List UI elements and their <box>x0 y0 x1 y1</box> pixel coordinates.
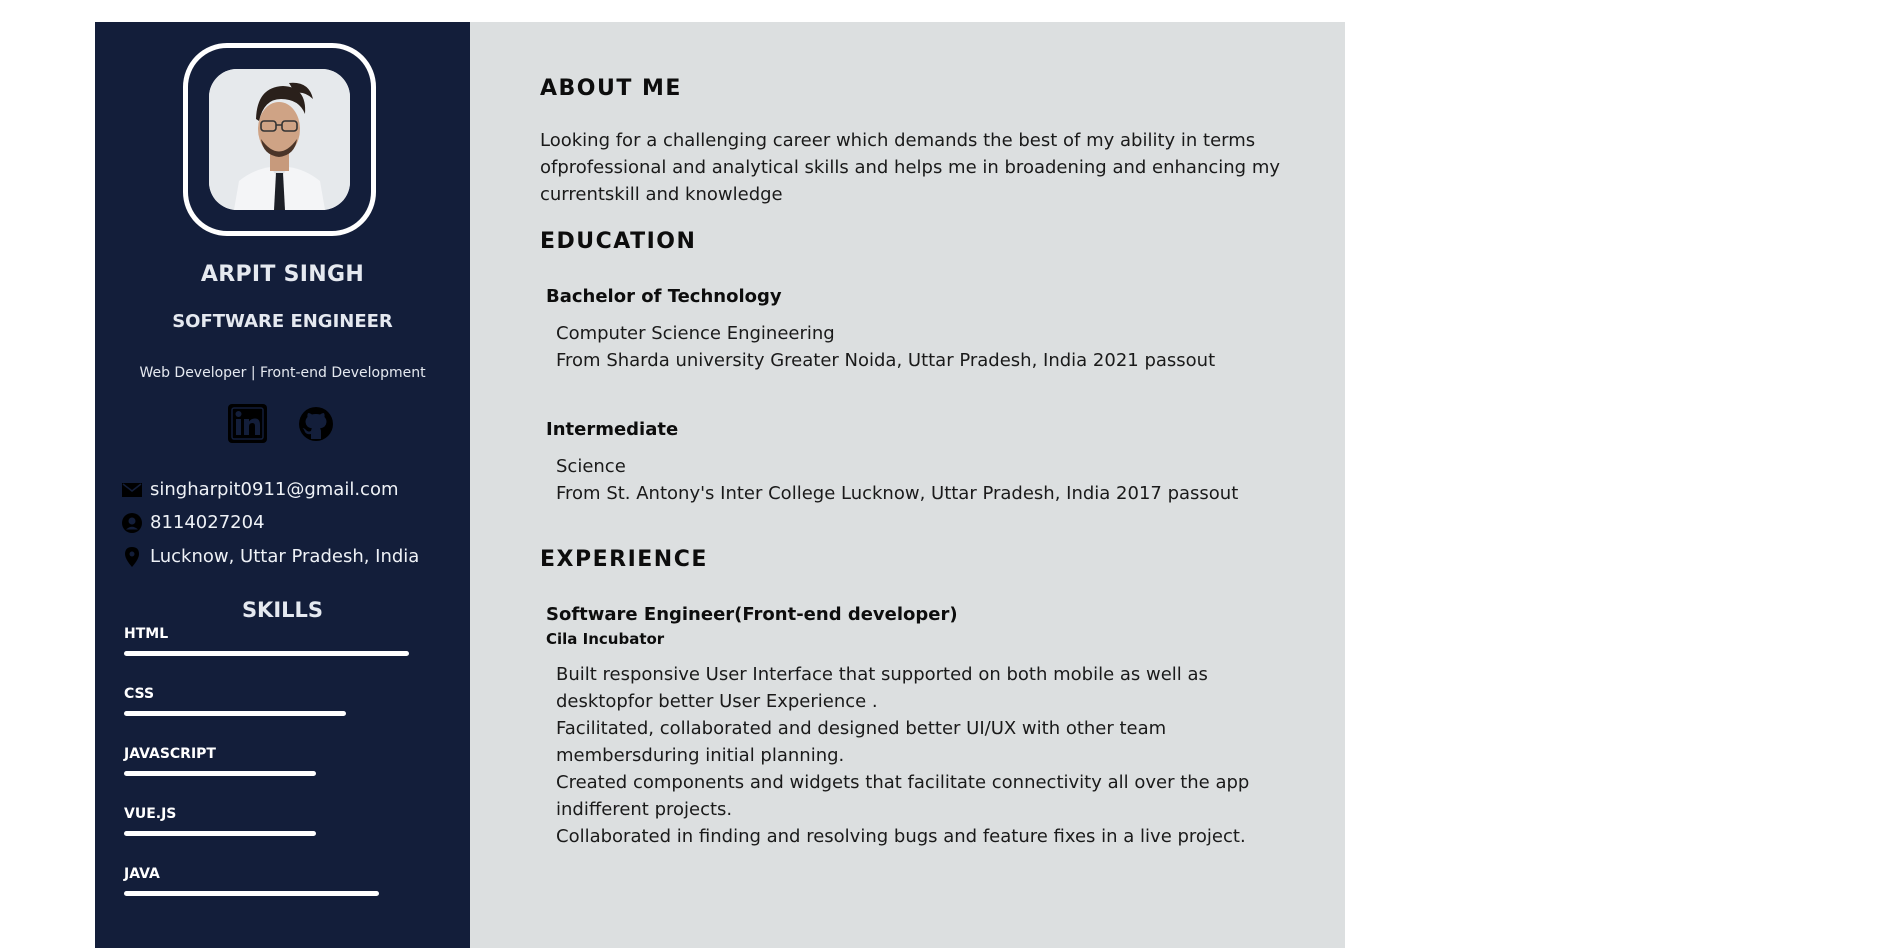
contact-email-row <box>122 479 399 500</box>
education-field: Computer Science Engineering <box>556 323 835 344</box>
skill-name: VUE.JS <box>124 806 177 822</box>
skill-bar <box>124 891 424 896</box>
skill-bar-fill <box>124 711 346 716</box>
location-pin-icon <box>122 547 142 567</box>
skill-bar-fill <box>124 771 316 776</box>
linkedin-icon <box>228 404 267 443</box>
contact-email[interactable]: singharpit0911@gmail.com <box>150 479 399 500</box>
skill-bar-fill <box>124 651 409 656</box>
profile-photo <box>209 69 350 210</box>
sidebar <box>95 22 470 948</box>
skill-bar <box>124 711 424 716</box>
main-content <box>470 22 1345 948</box>
skill-name: JAVA <box>124 866 160 882</box>
skill-item <box>124 626 424 656</box>
experience-company: Cila Incubator <box>546 630 665 648</box>
skill-name: CSS <box>124 686 155 702</box>
education-title: EDUCATION <box>540 229 697 254</box>
skill-item <box>124 686 424 716</box>
github-link[interactable] <box>296 404 335 443</box>
experience-point: Facilitated, collaborated and designed better UI/UX with other team membersduring initial planning. <box>556 718 1167 766</box>
contact-phone[interactable]: 8114027204 <box>150 512 265 533</box>
experience-point: Created components and widgets that facilitate connectivity all over the app indifferent projects. <box>556 772 1250 820</box>
skill-name: HTML <box>124 626 169 642</box>
experience-point: Collaborated in finding and resolving bugs and feature fixes in a live project. <box>556 826 1246 847</box>
profile-tagline: Web Developer | Front-end Development <box>139 365 426 381</box>
skill-bar <box>124 651 424 656</box>
education-degree: Bachelor of Technology <box>546 286 782 307</box>
education-field: Science <box>556 456 626 477</box>
skill-item <box>124 866 424 896</box>
user-icon <box>122 513 142 533</box>
about-title: ABOUT ME <box>540 76 682 101</box>
skill-bar <box>124 831 424 836</box>
linkedin-link[interactable] <box>228 404 267 443</box>
social-links <box>228 404 335 443</box>
contact-location-row <box>122 546 419 567</box>
experience-point: Built responsive User Interface that supported on both mobile as well as desktopfor better User Experience . <box>556 664 1208 712</box>
github-icon <box>298 406 334 442</box>
profile-role: SOFTWARE ENGINEER <box>172 311 393 332</box>
experience-role: Software Engineer(Front-end developer) <box>546 604 958 625</box>
education-detail: From Sharda university Greater Noida, Uttar Pradesh, India 2021 passout <box>556 350 1216 371</box>
experience-title: EXPERIENCE <box>540 547 708 572</box>
skill-bar-fill <box>124 891 379 896</box>
contact-location: Lucknow, Uttar Pradesh, India <box>150 546 420 567</box>
contact-phone-row <box>122 512 265 533</box>
skill-item <box>124 806 424 836</box>
mail-icon <box>122 480 142 500</box>
profile-photo-frame <box>183 43 376 236</box>
education-detail: From St. Antony's Inter College Lucknow, Uttar Pradesh, India 2017 passout <box>556 483 1239 504</box>
skill-item <box>124 746 424 776</box>
skill-bar-fill <box>124 831 316 836</box>
skills-title: SKILLS <box>241 598 324 622</box>
skill-name: JAVASCRIPT <box>124 746 216 762</box>
about-text: Looking for a challenging career which demands the best of my ability in terms ofprofessional and analytical skills and helps me in broadening and enhancing my currentskill and knowledge <box>540 130 1281 205</box>
resume-page <box>95 22 1345 948</box>
education-degree: Intermediate <box>546 419 679 440</box>
profile-name: ARPIT SINGH <box>200 262 365 287</box>
skill-bar <box>124 771 424 776</box>
